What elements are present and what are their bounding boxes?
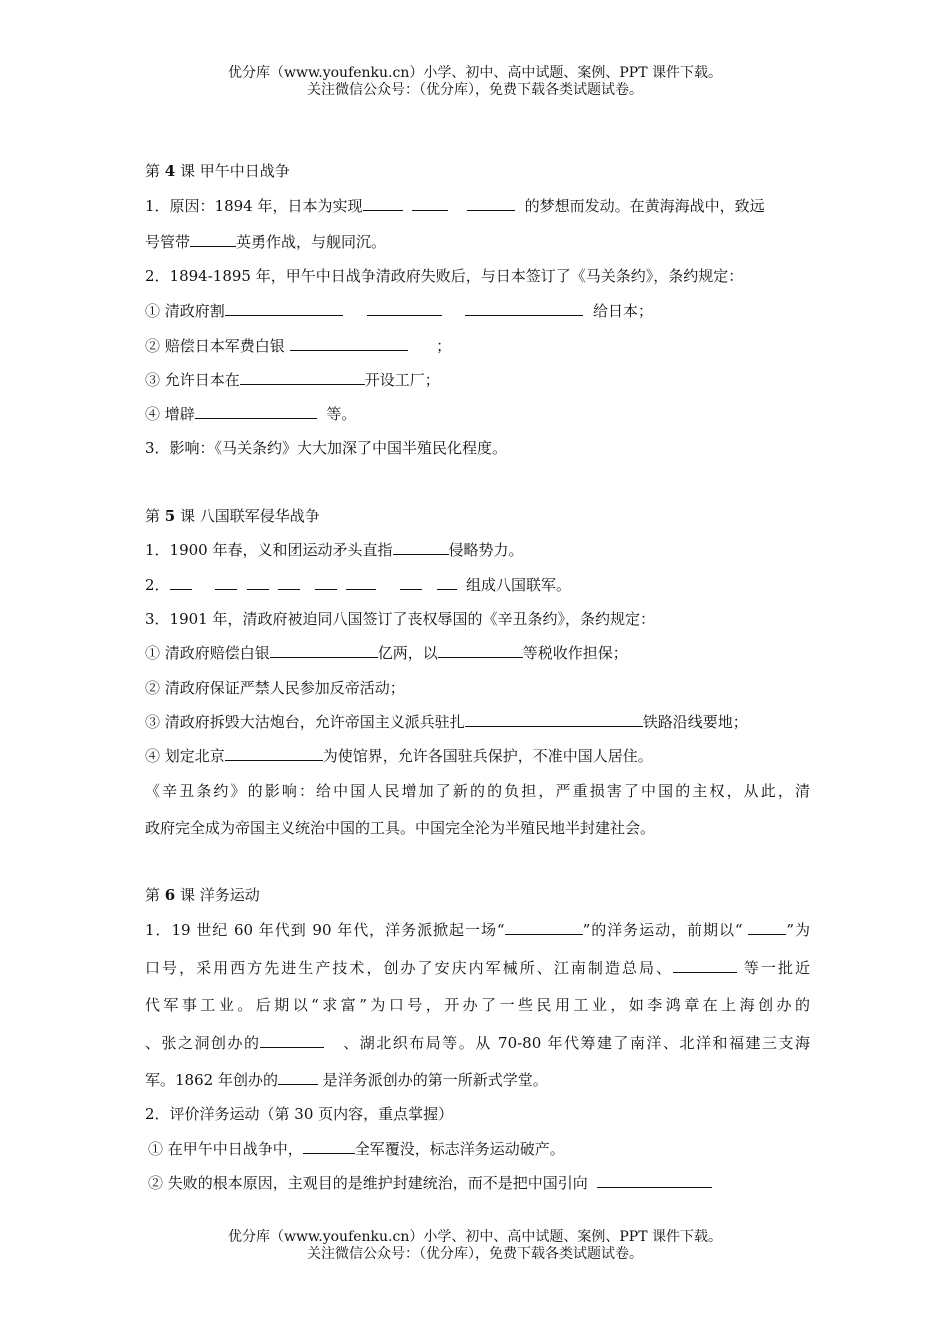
blank[interactable] (260, 1033, 324, 1048)
blank[interactable] (315, 575, 337, 590)
lesson4-impact: 3．影响：《马关条约》大大加深了中国半殖民化程度。 (145, 439, 508, 457)
lesson6-item-1: ① 在甲午中日战争中， 全军覆没，标志洋务运动破产。 (148, 1140, 565, 1158)
blank[interactable] (437, 575, 457, 590)
lesson4-treaty-intro: 2．1894-1895 年，甲午中日战争清政府失败后，与日本签订了《马关条约》，条约规定： (145, 267, 744, 285)
blank[interactable] (303, 1139, 355, 1154)
blank[interactable] (400, 575, 422, 590)
lesson6-item-2: ② 失败的根本原因，主观目的是维护封建统治，而不是把中国引向 (148, 1173, 813, 1193)
lesson6-line-2: 口号，采用西方先进生产技术，创办了安庆内军械所、江南制造总局、 等一批近 (145, 959, 810, 977)
blank[interactable] (215, 575, 237, 590)
footer-line-2: 关注微信公众号：（优分库），免费下载各类试题试卷。 (307, 1246, 643, 1262)
blank[interactable] (225, 301, 343, 316)
blank[interactable] (393, 540, 449, 555)
blank[interactable] (673, 958, 737, 973)
blank[interactable] (346, 575, 376, 590)
lesson4-item-4: ④ 增辟 等。 (145, 405, 357, 423)
lesson4-item-1: ① 清政府割 给日本； (145, 302, 654, 320)
lesson5-item-2: ② 清政府保证严禁人民参加反帝活动； (145, 679, 405, 697)
blank[interactable] (505, 920, 583, 935)
blank[interactable] (270, 643, 378, 658)
header-line-1: 优分库（www.youfenku.cn）小学、初中、高中试题、案例、PPT 课件下载。 (227, 65, 722, 81)
lesson5-effect-line-1: 《辛丑条约》的影响：给中国人民增加了新的的负担，严重损害了中国的主权，从此，清 (145, 782, 810, 800)
page-header (0, 65, 950, 99)
lesson6-title: 第 6 课 洋务运动 (145, 886, 260, 904)
blank[interactable] (278, 575, 300, 590)
lesson4-cause-line-1: 1．原因：1894 年，日本为实现 的梦想而发动。在黄海海战中，致远 (145, 197, 765, 215)
lesson4-cause-line-2: 号管带 英勇作战，与舰同沉。 (145, 233, 387, 251)
lesson6-evaluation-heading: 2．评价洋务运动（第 30 页内容，重点掌握） (145, 1105, 454, 1123)
blank[interactable] (225, 746, 323, 761)
lesson5-item-4: ④ 划定北京 为使馆界，允许各国驻兵保护，不准中国人居住。 (145, 747, 653, 765)
blank[interactable] (438, 643, 523, 658)
lesson6-line-4: 、张之洞创办的 、湖北织布局等。从 70-80 年代筹建了南洋、北洋和福建三支海 (145, 1034, 810, 1052)
footer-line-1: 优分库（www.youfenku.cn）小学、初中、高中试题、案例、PPT 课件下载。 (227, 1229, 722, 1245)
lesson5-line-2: 2． 组成八国联军。 (145, 576, 572, 594)
lesson5-treaty-intro: 3．1901 年，清政府被迫同八国签订了丧权辱国的《辛丑条约》，条约规定： (145, 610, 655, 628)
blank[interactable] (190, 232, 236, 247)
blank[interactable] (363, 196, 403, 211)
lesson4-item-3: ③ 允许日本在 开设工厂； (145, 371, 440, 389)
lesson5-item-1: ① 清政府赔偿白银 亿两，以 等税收作担保； (145, 644, 628, 662)
lesson4-title: 第 4 课 甲午中日战争 (145, 162, 290, 180)
lesson4-item-2: ② 赔偿日本军费白银 ； (145, 337, 452, 355)
blank[interactable] (465, 712, 643, 727)
blank[interactable] (278, 1070, 318, 1085)
blank[interactable] (367, 301, 442, 316)
blank[interactable] (467, 196, 515, 211)
blank[interactable] (597, 1173, 712, 1188)
lesson6-line-5: 军。1862 年创办的 是洋务派创办的第一所新式学堂。 (145, 1071, 548, 1089)
lesson5-item-3: ③ 清政府拆毁大沽炮台，允许帝国主义派兵驻扎 铁路沿线要地； (145, 713, 748, 731)
blank[interactable] (290, 336, 408, 351)
blank[interactable] (170, 575, 192, 590)
lesson6-line-3: 代军事工业。后期以“求富”为口号，开办了一些民用工业，如李鸿章在上海创办的 (145, 996, 810, 1014)
blank[interactable] (195, 404, 317, 419)
blank[interactable] (465, 301, 583, 316)
lesson5-line-1: 1．1900 年春，义和团运动矛头直指 侵略势力。 (145, 541, 524, 559)
blank[interactable] (247, 575, 269, 590)
lesson6-line-1: 1．19 世纪 60 年代到 90 年代，洋务派掀起一场“ ”的洋务运动，前期以“ ”为 (145, 921, 810, 939)
blank[interactable] (412, 196, 448, 211)
lesson5-effect-line-2: 政府完全成为帝国主义统治中国的工具。中国完全沦为半殖民地半封建社会。 (145, 819, 656, 837)
lesson5-title: 第 5 课 八国联军侵华战争 (145, 507, 320, 525)
blank[interactable] (748, 920, 786, 935)
blank[interactable] (240, 370, 365, 385)
page-footer (0, 1229, 950, 1263)
header-line-2: 关注微信公众号：（优分库），免费下载各类试题试卷。 (307, 82, 643, 98)
